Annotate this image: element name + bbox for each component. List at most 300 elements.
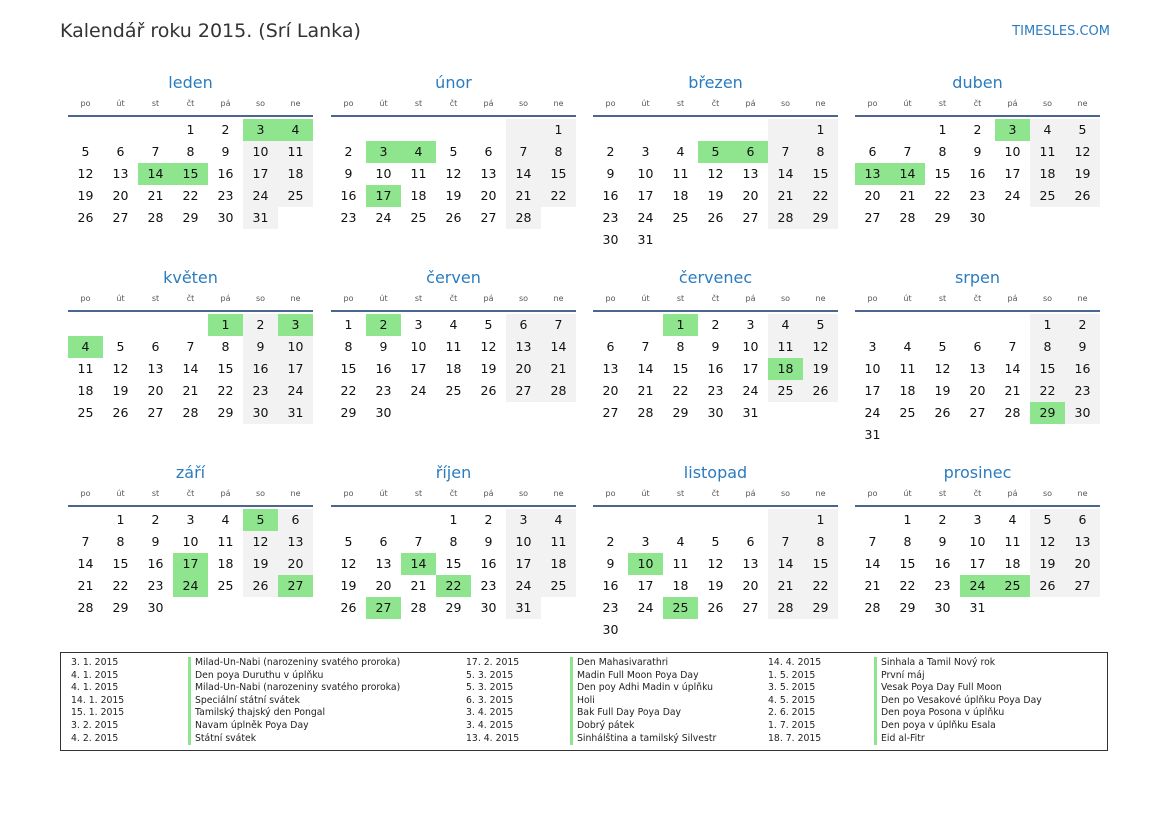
weekday-label: út [116, 489, 125, 498]
legend-date: 13. 4. 2015 [466, 732, 520, 744]
day-cell: 6 [506, 314, 541, 336]
day-cell: 27 [480, 210, 497, 225]
weekday-label: st [938, 294, 947, 303]
day-cell: 15 [672, 361, 689, 376]
empty-cell [698, 119, 733, 141]
day-cell: 29 [803, 597, 838, 619]
day-cell: 10 [506, 531, 541, 553]
day-cell: 1 [541, 119, 576, 141]
day-cell: 26 [707, 600, 724, 615]
holiday-day: 15 [173, 163, 208, 185]
day-cell: 28 [899, 210, 916, 225]
legend-holiday-name: První máj [874, 670, 925, 683]
day-cell: 14 [637, 361, 654, 376]
day-cell: 27 [112, 210, 129, 225]
weekday-label: po [80, 489, 91, 498]
holiday-day: 1 [663, 314, 698, 336]
day-cell: 2 [151, 512, 160, 527]
day-cell: 20 [112, 188, 129, 203]
legend-holiday-name: Navam úplněk Poya Day [188, 720, 309, 733]
day-cell: 30 [217, 210, 234, 225]
legend-date: 2. 6. 2015 [768, 707, 816, 719]
day-cell: 6 [484, 144, 493, 159]
day-cell: 12 [934, 361, 951, 376]
month-block [68, 267, 313, 424]
weekday-header [855, 97, 1100, 117]
day-cell: 9 [151, 534, 160, 549]
day-cell: 9 [606, 556, 615, 571]
day-cell: 15 [217, 361, 234, 376]
day-cell: 7 [868, 534, 877, 549]
days-grid [331, 509, 576, 619]
day-cell: 8 [344, 339, 353, 354]
day-cell: 21 [410, 578, 427, 593]
weekday-label: st [151, 489, 160, 498]
day-cell: 8 [449, 534, 458, 549]
day-cell: 3 [868, 339, 877, 354]
day-cell: 9 [606, 166, 615, 181]
month-name: červenec [678, 268, 753, 287]
day-cell: 13 [147, 361, 164, 376]
day-cell: 1 [803, 509, 838, 531]
weekday-label: po [80, 294, 91, 303]
day-cell: 20 [147, 383, 164, 398]
day-cell: 16 [602, 578, 619, 593]
day-cell: 2 [938, 512, 947, 527]
day-cell: 10 [410, 339, 427, 354]
day-cell: 23 [934, 578, 951, 593]
empty-cell [593, 509, 628, 531]
day-cell: 13 [742, 556, 759, 571]
day-cell: 5 [938, 339, 947, 354]
weekday-label: út [379, 294, 388, 303]
holiday-legend [60, 652, 1108, 751]
day-cell: 26 [480, 383, 497, 398]
holiday-day: 4 [68, 336, 103, 358]
day-cell: 29 [182, 210, 199, 225]
weekday-label: so [780, 489, 791, 498]
day-cell: 20 [1065, 553, 1100, 575]
day-cell: 13 [602, 361, 619, 376]
day-cell: 28 [182, 405, 199, 420]
weekday-label: čt [186, 99, 195, 108]
day-cell: 10 [1004, 144, 1021, 159]
day-cell: 12 [803, 336, 838, 358]
day-cell: 25 [899, 405, 916, 420]
day-cell: 7 [506, 141, 541, 163]
day-cell: 8 [676, 339, 685, 354]
empty-cell [138, 314, 173, 336]
day-cell: 26 [445, 210, 462, 225]
day-cell: 17 [243, 163, 278, 185]
day-cell: 27 [506, 380, 541, 402]
holiday-day: 3 [243, 119, 278, 141]
site-link[interactable]: TIMESLES.COM [1012, 24, 1110, 39]
day-cell: 2 [973, 122, 982, 137]
legend-holiday-name: Sinhálština a tamilský Silvestr [570, 733, 716, 746]
day-cell: 10 [742, 339, 759, 354]
day-cell: 22 [182, 188, 199, 203]
day-cell: 4 [676, 144, 685, 159]
weekday-label: st [676, 99, 685, 108]
weekday-header [331, 97, 576, 117]
day-cell: 29 [934, 210, 951, 225]
day-cell: 2 [606, 534, 615, 549]
day-cell: 9 [243, 336, 278, 358]
day-cell: 12 [77, 166, 94, 181]
day-cell: 5 [449, 144, 458, 159]
day-cell: 24 [864, 405, 881, 420]
weekday-label: čt [186, 489, 195, 498]
day-cell: 7 [541, 314, 576, 336]
weekday-header [331, 292, 576, 312]
day-cell: 27 [969, 405, 986, 420]
empty-cell [68, 314, 103, 336]
holiday-day: 14 [890, 163, 925, 185]
day-cell: 14 [77, 556, 94, 571]
day-cell: 6 [379, 534, 388, 549]
day-cell: 22 [541, 185, 576, 207]
day-cell: 30 [480, 600, 497, 615]
day-cell: 9 [379, 339, 388, 354]
legend-holiday-name: Madin Full Moon Poya Day [570, 670, 699, 683]
empty-cell [331, 119, 366, 141]
day-cell: 13 [969, 361, 986, 376]
weekday-label: so [518, 489, 529, 498]
day-cell: 19 [1065, 163, 1100, 185]
holiday-day: 14 [138, 163, 173, 185]
day-cell: 4 [1008, 512, 1017, 527]
day-cell: 30 [969, 210, 986, 225]
weekday-label: so [1042, 294, 1053, 303]
day-cell: 16 [707, 361, 724, 376]
empty-cell [628, 509, 663, 531]
day-cell: 17 [410, 361, 427, 376]
day-cell: 1 [1030, 314, 1065, 336]
month-block [855, 267, 1100, 446]
day-cell: 10 [182, 534, 199, 549]
day-cell: 19 [480, 361, 497, 376]
legend-holiday-name: Speciální státní svátek [188, 695, 300, 708]
day-cell: 28 [541, 380, 576, 402]
day-cell: 20 [742, 578, 759, 593]
day-cell: 25 [278, 185, 313, 207]
holiday-day: 5 [243, 509, 278, 531]
weekday-header [593, 487, 838, 507]
empty-cell [855, 314, 890, 336]
days-grid [593, 119, 838, 251]
weekday-label: ne [1077, 294, 1088, 303]
day-cell: 22 [803, 575, 838, 597]
legend-date: 1. 7. 2015 [768, 719, 816, 731]
day-cell: 8 [803, 141, 838, 163]
holiday-day: 18 [768, 358, 803, 380]
day-cell: 18 [672, 578, 689, 593]
weekday-header [593, 292, 838, 312]
day-cell: 17 [742, 361, 759, 376]
holiday-day: 22 [436, 575, 471, 597]
weekday-label: so [518, 99, 529, 108]
day-cell: 9 [973, 144, 982, 159]
weekday-label: so [780, 99, 791, 108]
day-cell: 24 [1004, 188, 1021, 203]
day-cell: 3 [973, 512, 982, 527]
day-cell: 13 [506, 336, 541, 358]
weekday-label: ne [290, 489, 301, 498]
weekday-label: út [116, 99, 125, 108]
day-cell: 30 [602, 622, 619, 637]
day-cell: 11 [768, 336, 803, 358]
day-cell: 24 [243, 185, 278, 207]
day-cell: 14 [506, 163, 541, 185]
day-cell: 24 [278, 380, 313, 402]
legend-date: 5. 3. 2015 [466, 682, 514, 694]
empty-cell [663, 119, 698, 141]
weekday-label: ne [1077, 99, 1088, 108]
day-cell: 30 [375, 405, 392, 420]
day-cell: 20 [480, 188, 497, 203]
day-cell: 16 [1065, 358, 1100, 380]
weekday-header [68, 97, 313, 117]
day-cell: 26 [1030, 575, 1065, 597]
day-cell: 29 [340, 405, 357, 420]
empty-cell [855, 509, 890, 531]
day-cell: 12 [1065, 141, 1100, 163]
legend-date: 14. 1. 2015 [71, 694, 125, 706]
day-cell: 11 [899, 361, 916, 376]
day-cell: 4 [221, 512, 230, 527]
days-grid [593, 509, 838, 641]
weekday-label: čt [973, 489, 982, 498]
day-cell: 25 [1030, 185, 1065, 207]
day-cell: 10 [375, 166, 392, 181]
weekday-label: st [414, 489, 423, 498]
weekday-label: ne [290, 99, 301, 108]
legend-date: 4. 1. 2015 [71, 669, 119, 681]
day-cell: 18 [1004, 556, 1021, 571]
days-grid [855, 314, 1100, 446]
day-cell: 21 [768, 575, 803, 597]
weekday-label: st [151, 294, 160, 303]
day-cell: 18 [672, 188, 689, 203]
day-cell: 20 [278, 553, 313, 575]
holiday-day: 24 [173, 575, 208, 597]
day-cell: 24 [637, 210, 654, 225]
legend-date: 3. 4. 2015 [466, 707, 514, 719]
empty-cell [436, 119, 471, 141]
empty-cell [890, 314, 925, 336]
empty-cell [628, 119, 663, 141]
weekday-label: pá [745, 294, 756, 303]
day-cell: 16 [969, 166, 986, 181]
holiday-day: 17 [173, 553, 208, 575]
empty-cell [733, 119, 768, 141]
day-cell: 6 [1065, 509, 1100, 531]
day-cell: 25 [77, 405, 94, 420]
day-cell: 2 [243, 314, 278, 336]
days-grid [855, 119, 1100, 229]
day-cell: 20 [864, 188, 881, 203]
day-cell: 12 [445, 166, 462, 181]
day-cell: 5 [1065, 119, 1100, 141]
day-cell: 23 [602, 210, 619, 225]
day-cell: 8 [221, 339, 230, 354]
day-cell: 6 [278, 509, 313, 531]
day-cell: 7 [151, 144, 160, 159]
day-cell: 13 [375, 556, 392, 571]
day-cell: 12 [1030, 531, 1065, 553]
legend-holiday-name: Den poya Duruthu v úplňku [188, 670, 323, 683]
day-cell: 11 [1030, 141, 1065, 163]
day-cell: 31 [969, 600, 986, 615]
day-cell: 14 [864, 556, 881, 571]
day-cell: 17 [278, 358, 313, 380]
weekday-label: út [641, 294, 650, 303]
day-cell: 25 [445, 383, 462, 398]
day-cell: 21 [147, 188, 164, 203]
day-cell: 8 [186, 144, 195, 159]
day-cell: 25 [541, 575, 576, 597]
day-cell: 16 [375, 361, 392, 376]
day-cell: 10 [278, 336, 313, 358]
day-cell: 12 [243, 531, 278, 553]
day-cell: 18 [410, 188, 427, 203]
month-name: srpen [954, 268, 1001, 287]
month-name: květen [163, 268, 218, 287]
month-block [593, 72, 838, 251]
day-cell: 13 [1065, 531, 1100, 553]
empty-cell [103, 119, 138, 141]
day-cell: 6 [116, 144, 125, 159]
holiday-day: 4 [278, 119, 313, 141]
day-cell: 31 [506, 597, 541, 619]
weekday-label: ne [553, 294, 564, 303]
day-cell: 6 [151, 339, 160, 354]
weekday-label: pá [1007, 99, 1018, 108]
day-cell: 16 [934, 556, 951, 571]
day-cell: 3 [186, 512, 195, 527]
day-cell: 11 [541, 531, 576, 553]
weekday-header [855, 487, 1100, 507]
day-cell: 10 [243, 141, 278, 163]
day-cell: 15 [340, 361, 357, 376]
month-name: říjen [435, 463, 472, 482]
day-cell: 6 [868, 144, 877, 159]
day-cell: 8 [938, 144, 947, 159]
day-cell: 31 [864, 427, 881, 442]
holiday-day: 25 [663, 597, 698, 619]
holiday-day: 4 [401, 141, 436, 163]
day-cell: 18 [445, 361, 462, 376]
day-cell: 26 [803, 380, 838, 402]
weekday-header [855, 292, 1100, 312]
day-cell: 19 [445, 188, 462, 203]
day-cell: 7 [81, 534, 90, 549]
day-cell: 20 [969, 383, 986, 398]
day-cell: 30 [1065, 402, 1100, 424]
days-grid [331, 119, 576, 229]
days-grid [331, 314, 576, 424]
empty-cell [628, 314, 663, 336]
day-cell: 20 [375, 578, 392, 593]
day-cell: 19 [112, 383, 129, 398]
day-cell: 19 [803, 358, 838, 380]
legend-holiday-name: Holi [570, 695, 595, 708]
day-cell: 11 [672, 556, 689, 571]
legend-holiday-name: Den Mahasivarathri [570, 657, 668, 670]
month-block [331, 72, 576, 229]
month-block [593, 267, 838, 424]
day-cell: 22 [934, 188, 951, 203]
day-cell: 1 [938, 122, 947, 137]
day-cell: 30 [147, 600, 164, 615]
day-cell: 3 [641, 534, 650, 549]
legend-holiday-name: Den po Vesakové úplňku Poya Day [874, 695, 1042, 708]
weekday-label: čt [973, 294, 982, 303]
day-cell: 5 [803, 314, 838, 336]
weekday-header [331, 487, 576, 507]
empty-cell [68, 119, 103, 141]
legend-holiday-name: Milad-Un-Nabi (narozeniny svatého proroka) [188, 682, 400, 695]
weekday-label: ne [815, 489, 826, 498]
empty-cell [890, 119, 925, 141]
day-cell: 29 [899, 600, 916, 615]
day-cell: 15 [445, 556, 462, 571]
day-cell: 12 [707, 556, 724, 571]
weekday-label: út [116, 294, 125, 303]
day-cell: 13 [742, 166, 759, 181]
day-cell: 9 [938, 534, 947, 549]
day-cell: 4 [768, 314, 803, 336]
day-cell: 31 [742, 405, 759, 420]
day-cell: 14 [541, 336, 576, 358]
day-cell: 2 [221, 122, 230, 137]
day-cell: 8 [803, 531, 838, 553]
day-cell: 22 [112, 578, 129, 593]
day-cell: 14 [1004, 361, 1021, 376]
month-block [593, 462, 838, 641]
day-cell: 27 [147, 405, 164, 420]
day-cell: 16 [243, 358, 278, 380]
days-grid [855, 509, 1100, 619]
holiday-day: 1 [208, 314, 243, 336]
day-cell: 2 [606, 144, 615, 159]
weekday-label: čt [973, 99, 982, 108]
day-cell: 18 [77, 383, 94, 398]
day-cell: 21 [864, 578, 881, 593]
empty-cell [855, 119, 890, 141]
day-cell: 11 [445, 339, 462, 354]
day-cell: 11 [278, 141, 313, 163]
holiday-day: 27 [278, 575, 313, 597]
day-cell: 1 [903, 512, 912, 527]
day-cell: 15 [1030, 358, 1065, 380]
day-cell: 12 [340, 556, 357, 571]
day-cell: 21 [637, 383, 654, 398]
day-cell: 31 [278, 402, 313, 424]
day-cell: 1 [116, 512, 125, 527]
legend-date: 3. 2. 2015 [71, 719, 119, 731]
day-cell: 4 [449, 317, 458, 332]
day-cell: 20 [506, 358, 541, 380]
day-cell: 5 [81, 144, 90, 159]
day-cell: 14 [768, 553, 803, 575]
legend-holiday-name: Sinhala a Tamil Nový rok [874, 657, 995, 670]
day-cell: 14 [768, 163, 803, 185]
empty-cell [925, 314, 960, 336]
legend-date: 4. 2. 2015 [71, 732, 119, 744]
day-cell: 23 [602, 600, 619, 615]
